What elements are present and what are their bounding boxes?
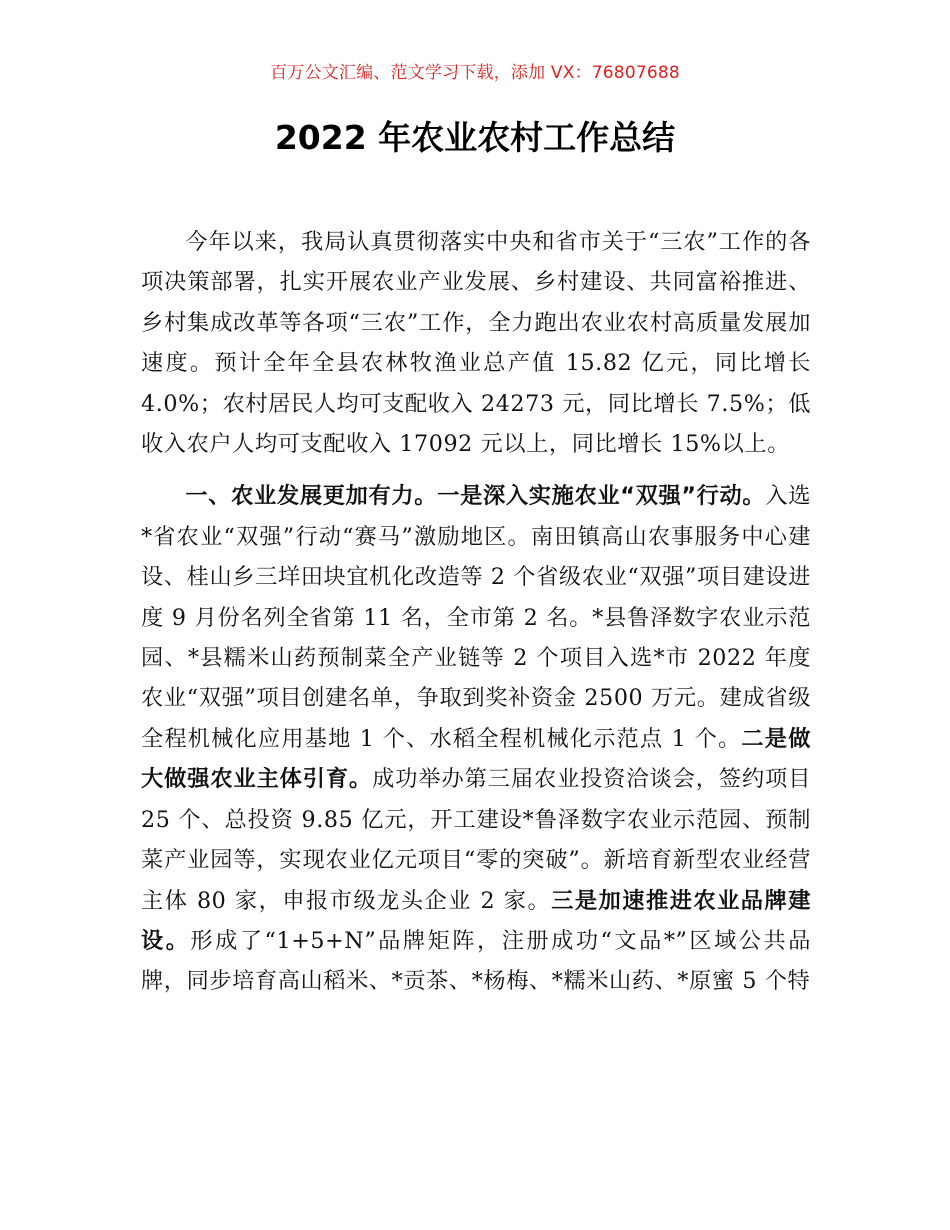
point-2-body: 成功举办第三届农业投资洽谈会，签约项目 25 个、总投资 9.85 亿元，开工建设*鲁泽数字农业示范园、预制菜产业园等，实现农业亿元项目“零的突破”。新培育新型农业经营主体 80 家，申报市级龙头企业 2 家。 (141, 766, 812, 914)
point-1-title: 一是深入实施农业“双强”行动。 (437, 483, 766, 510)
document-body (141, 222, 811, 1002)
intro-paragraph: 今年以来，我局认真贯彻落实中央和省市关于“三农”工作的各项决策部署，扎实开展农业产业发展、乡村建设、共同富裕推进、乡村集成改革等各项“三农”工作，全力跑出农业农村高质量发展加速度。预计全年全县农林牧渔业总产值 15.82 亿元，同比增长 4.0%；农村居民人均可支配收入 24273 元，同比增长 7.5%；低收入农户人均可支配收入 17092 元以上，同比增长 15%以上。 (141, 229, 811, 458)
section-1-paragraph (141, 476, 811, 1001)
point-1-body: 入选*省农业“双强”行动“赛马”激励地区。南田镇高山农事服务中心建设、桂山乡三垟田块宜机化改造等 2 个省级农业“双强”项目建设进度 9 月份名列全省第 11 名，全市第 2 名。*县鲁泽数字农业示范园、*县糯米山药预制菜全产业链等 2 个项目入选*市 2022 年度农业“双强”项目创建名单，争取到奖补资金 2500 万元。建成省级全程机械化应用基地 1 个、水稻全程机械化示范点 1 个。 (141, 483, 812, 752)
document-title: 2022 年农业农村工作总结 (274, 118, 676, 157)
point-2-title: 二是做大做强农业主体引育。 (141, 725, 811, 793)
point-3-title: 三是加速推进农业品牌建设。 (141, 887, 811, 954)
point-3-body: 形成了“1+5+N”品牌矩阵，注册成功“文品*”区域公共品牌，同步培育高山稻米、*贡茶、*杨梅、*糯米山药、*原蜜 5 个特 (141, 927, 811, 995)
header-banner: 百万公文汇编、范文学习下载，添加 VX：76807688 (270, 63, 680, 83)
section-1-heading: 一、农业发展更加有力。 (185, 483, 438, 510)
